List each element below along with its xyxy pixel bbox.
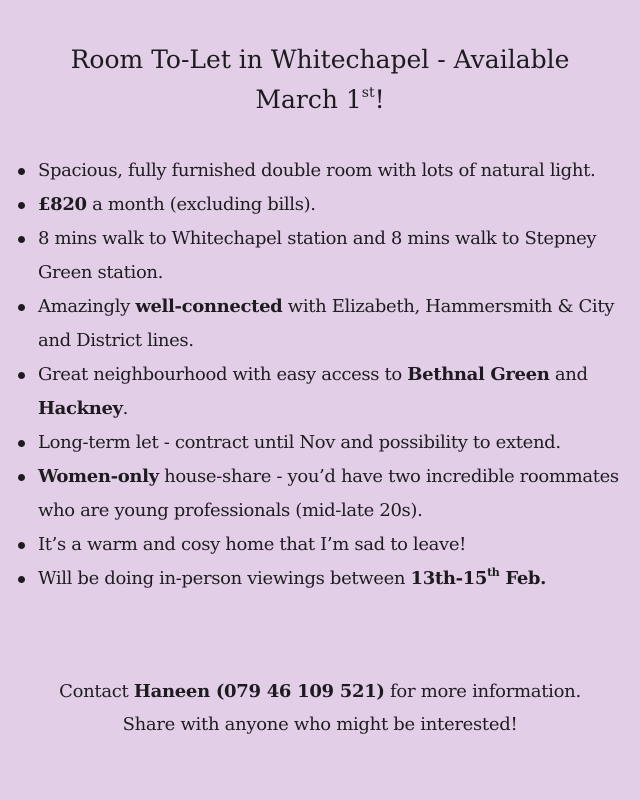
contact-name-phone: Haneen (079 46 109 521) (133, 681, 385, 702)
title-line-1: Room To-Let in Whitechapel - Available (70, 45, 570, 74)
list-item-home: It’s a warm and cosy home that I’m sad to leave! (0, 528, 640, 562)
list-item-contract: Long-term let - contract until Nov and possibility to extend. (0, 426, 640, 460)
bullet-icon (18, 542, 25, 549)
contact-line: Contact Haneen (079 46 109 521) for more information. (59, 681, 581, 702)
list-item-viewings: Will be doing in-person viewings between 13th-15th Feb. (0, 562, 640, 596)
bullet-icon (18, 202, 25, 209)
bullet-icon (18, 168, 25, 175)
title-ordinal-suffix: st (361, 85, 375, 101)
details-list (0, 154, 640, 596)
bullet-icon (18, 440, 25, 447)
list-item-neighbourhood: Great neighbourhood with easy access to Bethnal Green and Hackney. (0, 358, 640, 426)
list-item-stations: 8 mins walk to Whitechapel station and 8 mins walk to Stepney Green station. (0, 222, 640, 290)
list-item-house-share: Women-only house-share - you’d have two incredible roommates who are young professionals (mid-late 20s). (0, 460, 640, 528)
bullet-icon (18, 236, 25, 243)
price-value: £820 (38, 194, 87, 215)
contact-section (0, 675, 640, 741)
list-item-transport: Amazingly well-connected with Elizabeth, Hammersmith & City and District lines. (0, 290, 640, 358)
bullet-icon (18, 474, 25, 481)
title-line-2: March 1st! (255, 85, 385, 114)
flyer-title (0, 40, 640, 120)
bullet-icon (18, 304, 25, 311)
list-item-price: £820 a month (excluding bills). (0, 188, 640, 222)
viewing-dates: 13th-15th Feb. (410, 566, 547, 589)
list-item-room: Spacious, fully furnished double room with lots of natural light. (0, 154, 640, 188)
bullet-icon (18, 372, 25, 379)
bullet-icon (18, 576, 25, 583)
share-line: Share with anyone who might be interested! (122, 714, 518, 735)
